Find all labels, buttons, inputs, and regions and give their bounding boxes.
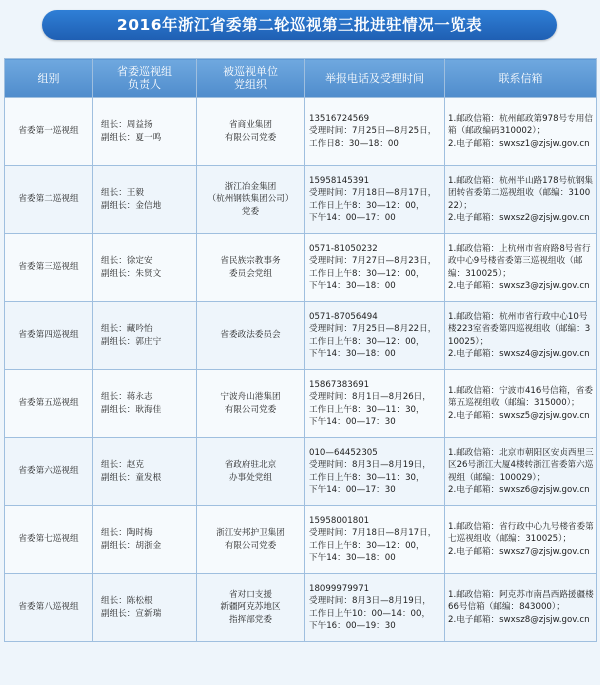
phone-cell-line: 工作日上午8：30—12：00，	[309, 268, 425, 279]
phone-cell-line: 工作日上午8：30—11：30，	[309, 472, 425, 483]
contact-cell-line: 2.电子邮箱：swxsz8@zjsjw.gov.cn	[448, 614, 590, 625]
phone-cell-line: 受理时间：8月3日—8月19日，	[309, 596, 431, 606]
contact-cell-line: 2.电子邮箱：swxsz3@zjsjw.gov.cn	[448, 281, 590, 291]
group-cell-line: 省委第六巡视组	[18, 466, 79, 477]
unit-cell-line: （杭州钢铁集团公司）	[207, 194, 294, 205]
group-cell-line: 省委第八巡视组	[18, 602, 79, 613]
header-line: 负责人	[128, 78, 161, 91]
phone-cell-line: 下午14：00—17：30	[309, 485, 396, 495]
phone-cell	[305, 98, 445, 166]
unit-cell-line: 指挥部党委	[229, 614, 272, 625]
inspection-table	[4, 58, 597, 642]
contact-cell-line: 1.邮政信箱：杭州市省行政中心10号楼223室省委第四巡视组收（邮编：310025）；	[448, 311, 591, 347]
phone-cell-line: 下午14：30—18：00	[309, 281, 396, 291]
phone-cell	[305, 166, 445, 234]
contact-cell-line: 2.电子邮箱：swxsz7@zjsjw.gov.cn	[448, 546, 590, 557]
unit-cell	[197, 302, 305, 370]
contact-cell	[445, 166, 597, 234]
contact-cell	[445, 574, 597, 642]
phone-cell-line: 下午14：30—18：00	[309, 349, 396, 359]
contact-cell-line: 1.邮政信箱：宁波市416号信箱，省委第五巡视组收（邮编：315000）；	[448, 385, 593, 409]
table-row	[5, 506, 597, 574]
header-line: 党组织	[234, 78, 267, 91]
unit-cell-line: 省对口支援	[229, 589, 272, 600]
phone-cell	[305, 574, 445, 642]
phone-cell-line: 受理时间：7月25日—8月22日，	[309, 324, 437, 334]
header-line: 省委巡视组	[117, 65, 172, 78]
header-contact: 联系信箱	[445, 59, 597, 98]
contact-cell	[445, 506, 597, 574]
phone-cell-line: 下午14：00—17：00	[309, 213, 396, 223]
unit-cell	[197, 234, 305, 302]
header-leaders	[93, 59, 197, 98]
unit-cell-line: 省委政法委员会	[220, 330, 281, 341]
leaders-cell	[93, 506, 197, 574]
table-row	[5, 574, 597, 642]
unit-cell-line: 新疆阿克苏地区	[220, 602, 281, 613]
contact-cell	[445, 302, 597, 370]
unit-cell-line: 浙江安邦护卫集团	[216, 528, 285, 538]
phone-cell-line: 工作日上午8：30—12：00，	[309, 540, 425, 551]
contact-cell-line: 2.电子邮箱：swxsz2@zjsjw.gov.cn	[448, 213, 590, 223]
phone-cell-line: 010—64452305	[309, 447, 378, 458]
unit-cell	[197, 98, 305, 166]
unit-cell-line: 有限公司党委	[224, 540, 277, 551]
contact-cell	[445, 370, 597, 438]
leaders-cell-line: 副组长：耿海佳	[101, 404, 162, 415]
table-row	[5, 166, 597, 234]
leaders-cell	[93, 166, 197, 234]
leaders-cell-line: 副组长：胡浙金	[101, 540, 162, 551]
phone-cell-line: 15958001801	[309, 515, 370, 526]
phone-cell-line: 工作日上午8：30—12：00，	[309, 200, 425, 211]
unit-cell-line: 委员会党组	[229, 268, 272, 279]
leaders-cell-line: 组长：赵克	[101, 460, 144, 470]
contact-cell-line: 2.电子邮箱：swxsz6@zjsjw.gov.cn	[448, 485, 590, 495]
unit-cell-line: 省民族宗教事务	[220, 256, 281, 266]
phone-cell-line: 工作日上午8：30—12：00，	[309, 336, 425, 347]
leaders-cell	[93, 234, 197, 302]
unit-cell	[197, 506, 305, 574]
group-cell-line: 省委第三巡视组	[18, 262, 79, 273]
phone-cell-line: 下午14：00—17：30	[309, 417, 396, 427]
phone-cell-line: 工作日8：30—18：00	[309, 138, 399, 149]
unit-cell	[197, 370, 305, 438]
phone-cell-line: 13516724569	[309, 113, 370, 124]
group-cell	[5, 234, 93, 302]
phone-cell-line: 下午16：00—19：30	[309, 621, 396, 631]
contact-cell	[445, 98, 597, 166]
phone-cell-line: 受理时间：8月1日—8月26日，	[309, 392, 431, 402]
contact-cell-line: 1.邮政信箱：北京市朝阳区安贞西里三区26号浙江大厦4楼转浙江省委第六巡视组（邮编：100029）；	[448, 447, 594, 483]
contact-cell	[445, 234, 597, 302]
leaders-cell	[93, 370, 197, 438]
phone-cell-line: 受理时间：7月18日—8月17日，	[309, 188, 437, 198]
leaders-cell-line: 组长：藏吟怡	[101, 324, 153, 334]
phone-cell-line: 受理时间：7月18日—8月17日，	[309, 528, 437, 538]
header-line: 被巡视单位	[223, 65, 278, 78]
unit-cell-line: 有限公司党委	[224, 132, 277, 143]
header-phone: 举报电话及受理时间	[305, 59, 445, 98]
contact-cell-line: 1.邮政信箱：杭州半山路178号杭钢集团转省委第二巡视组收（邮编：310022）；	[448, 175, 593, 211]
group-cell-line: 省委第七巡视组	[18, 534, 79, 545]
group-cell	[5, 302, 93, 370]
contact-cell-line: 1.邮政信箱：省行政中心九号楼省委第七巡视组收（邮编：310025）；	[448, 521, 594, 545]
phone-cell	[305, 302, 445, 370]
table-body	[5, 98, 597, 642]
unit-cell	[197, 438, 305, 506]
leaders-cell	[93, 574, 197, 642]
phone-cell-line: 下午14：30—18：00	[309, 553, 396, 563]
phone-cell	[305, 370, 445, 438]
unit-cell-line: 省政府驻北京	[224, 460, 277, 470]
page-title: 2016年浙江省委第二轮巡视第三批进驻情况一览表	[42, 10, 557, 40]
contact-cell-line: 2.电子邮箱：swxsz5@zjsjw.gov.cn	[448, 410, 590, 421]
group-cell-line: 省委第二巡视组	[18, 194, 79, 205]
leaders-cell-line: 副组长：金信地	[101, 200, 162, 211]
header-group: 组别	[5, 59, 93, 98]
contact-cell-line: 2.电子邮箱：swxsz4@zjsjw.gov.cn	[448, 349, 590, 359]
group-cell	[5, 574, 93, 642]
contact-cell-line: 1.邮政信箱：杭州邮政第978号专用信箱（邮政编码310002）；	[448, 113, 593, 137]
contact-cell	[445, 438, 597, 506]
leaders-cell-line: 组长：周益扬	[101, 120, 153, 130]
leaders-cell-line: 组长：蒋永志	[101, 392, 153, 402]
group-cell	[5, 98, 93, 166]
phone-cell-line: 15958145391	[309, 175, 370, 186]
phone-cell-line: 工作日上午8：30—11：30，	[309, 404, 425, 415]
phone-cell-line: 受理时间：8月3日—8月19日，	[309, 460, 431, 470]
unit-cell-line: 宁波舟山港集团	[220, 392, 281, 402]
unit-cell-line: 浙江冶金集团	[224, 181, 277, 192]
leaders-cell-line: 副组长：宣新瑞	[101, 608, 162, 619]
phone-cell-line: 受理时间：7月25日—8月25日，	[309, 126, 437, 137]
leaders-cell	[93, 302, 197, 370]
leaders-cell-line: 副组长：郭庄宁	[101, 336, 162, 347]
leaders-cell	[93, 438, 197, 506]
group-cell-line: 省委第五巡视组	[18, 398, 79, 409]
leaders-cell-line: 组长：陈松根	[101, 596, 153, 606]
phone-cell-line: 受理时间：7月27日—8月23日，	[309, 256, 437, 266]
table-header-row	[5, 59, 597, 98]
phone-cell-line: 0571-87056494	[309, 311, 378, 322]
group-cell	[5, 166, 93, 234]
table-row	[5, 234, 597, 302]
phone-cell-line: 工作日上午10：00—14：00，	[309, 608, 431, 619]
leaders-cell-line: 组长：徐定安	[101, 256, 153, 266]
leaders-cell-line: 副组长：夏一鸣	[101, 132, 162, 143]
contact-cell-line: 1.邮政信箱：阿克苏市南昌西路援疆楼66号信箱（邮编：843000）；	[448, 589, 594, 613]
phone-cell	[305, 234, 445, 302]
header-unit	[197, 59, 305, 98]
leaders-cell-line: 副组长：童发根	[101, 472, 162, 483]
table-row	[5, 370, 597, 438]
phone-cell-line: 18099979971	[309, 583, 370, 594]
leaders-cell-line: 副组长：朱贤文	[101, 268, 162, 279]
unit-cell-line: 办事处党组	[229, 472, 272, 483]
unit-cell-line: 有限公司党委	[224, 404, 277, 415]
group-cell	[5, 438, 93, 506]
phone-cell-line: 15867383691	[309, 379, 370, 390]
leaders-cell	[93, 98, 197, 166]
unit-cell	[197, 574, 305, 642]
unit-cell	[197, 166, 305, 234]
unit-cell-line: 党委	[241, 206, 260, 217]
phone-cell	[305, 506, 445, 574]
contact-cell-line: 2.电子邮箱：swxsz1@zjsjw.gov.cn	[448, 138, 590, 149]
group-cell-line: 省委第四巡视组	[18, 330, 79, 341]
group-cell	[5, 506, 93, 574]
phone-cell-line: 0571-81050232	[309, 243, 378, 254]
unit-cell-line: 省商业集团	[229, 120, 272, 130]
table-row	[5, 438, 597, 506]
table-row	[5, 302, 597, 370]
group-cell	[5, 370, 93, 438]
leaders-cell-line: 组长：陶时梅	[101, 528, 153, 538]
contact-cell-line: 1.邮政信箱：上杭州市省府路8号省行政中心9号楼省委第三巡视组收（邮编：310025）；	[448, 243, 591, 279]
table-row	[5, 98, 597, 166]
group-cell-line: 省委第一巡视组	[18, 126, 79, 137]
phone-cell	[305, 438, 445, 506]
leaders-cell-line: 组长：王毅	[101, 188, 144, 198]
